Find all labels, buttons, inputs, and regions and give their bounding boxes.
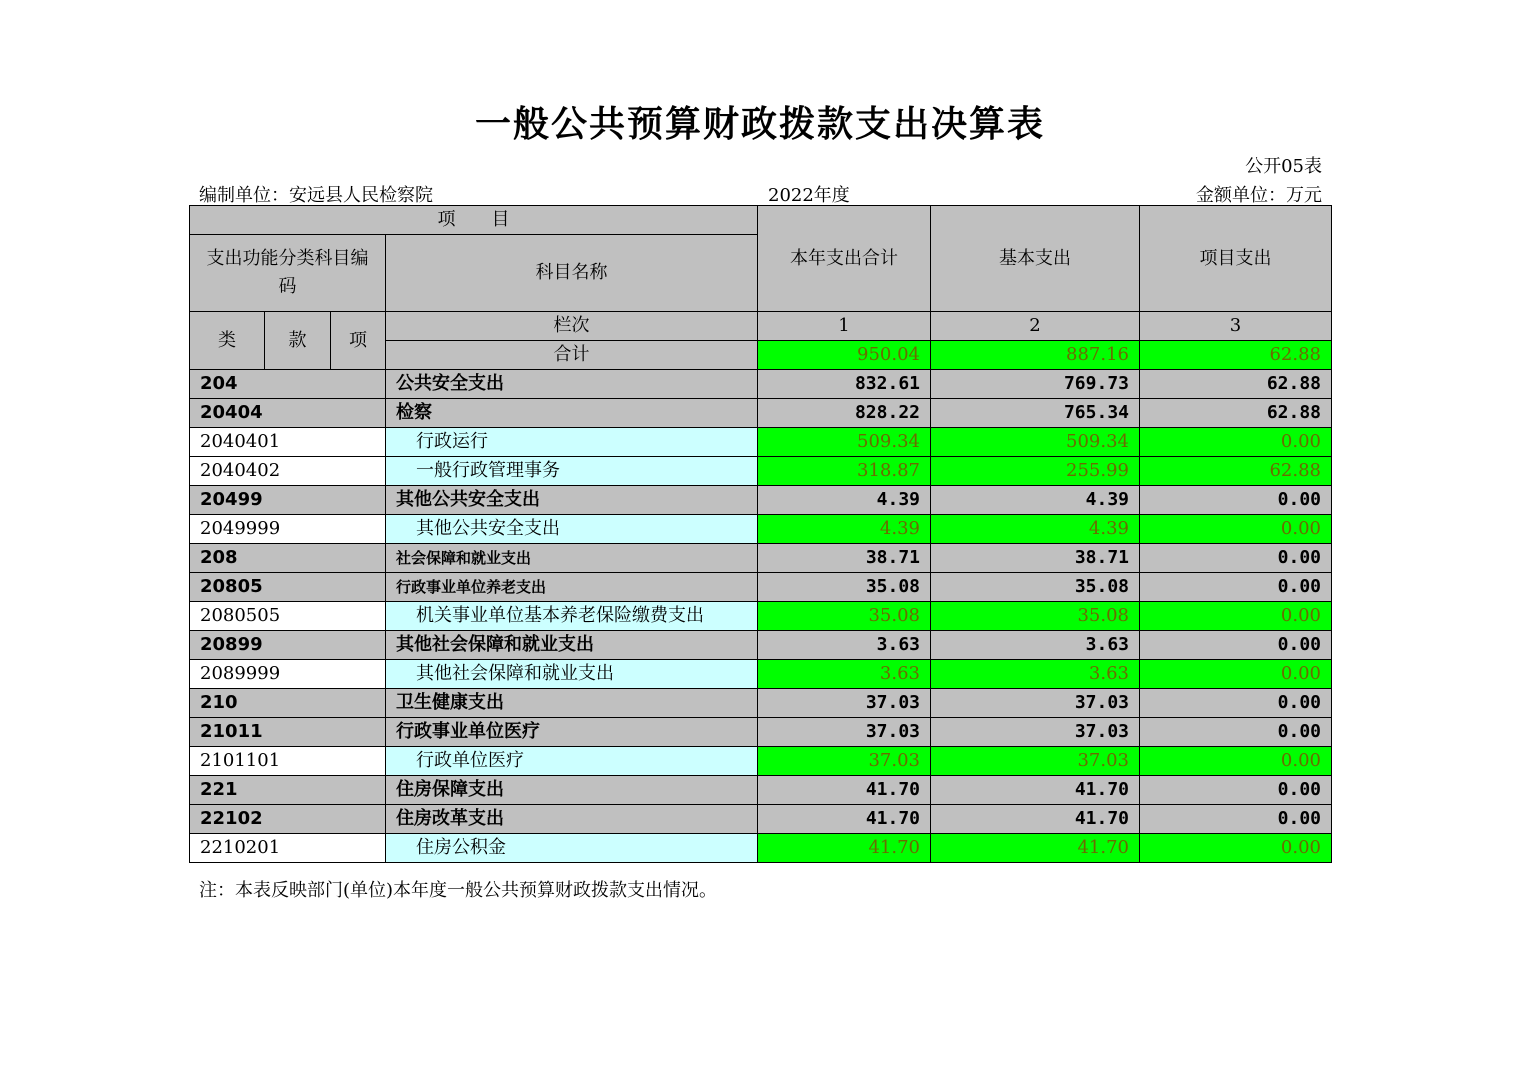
row-code: 2040401 [190,428,386,457]
row-total: 4.39 [758,486,931,515]
sum-project: 62.88 [1140,341,1332,370]
row-code: 2049999 [190,515,386,544]
row-basic: 35.08 [931,602,1140,631]
row-project: 0.00 [1140,515,1332,544]
row-subject-name: 社会保障和就业支出 [386,544,758,573]
table-row [190,486,1332,515]
row-basic: 41.70 [931,834,1140,863]
row-code: 20899 [190,631,386,660]
header-project: 项目支出 [1140,206,1332,312]
row-basic: 4.39 [931,515,1140,544]
row-total: 3.63 [758,660,931,689]
row-total: 38.71 [758,544,931,573]
row-total: 4.39 [758,515,931,544]
table-row [190,805,1332,834]
header-item: 项 目 [190,206,758,235]
row-project: 0.00 [1140,631,1332,660]
row-project: 0.00 [1140,428,1332,457]
row-total: 41.70 [758,776,931,805]
row-total: 3.63 [758,631,931,660]
row-code: 20404 [190,399,386,428]
table-row [190,718,1332,747]
row-subject-name: 其他社会保障和就业支出 [386,660,758,689]
header-col3: 3 [1140,312,1332,341]
table-row [190,573,1332,602]
row-project: 0.00 [1140,660,1332,689]
row-subject-name: 行政运行 [386,428,758,457]
sum-basic: 887.16 [931,341,1140,370]
row-total: 37.03 [758,689,931,718]
row-total: 318.87 [758,457,931,486]
row-subject-name: 住房保障支出 [386,776,758,805]
row-project: 62.88 [1140,399,1332,428]
row-code: 2040402 [190,457,386,486]
row-project: 0.00 [1140,805,1332,834]
table-row [190,834,1332,863]
row-project: 0.00 [1140,689,1332,718]
row-project: 62.88 [1140,457,1332,486]
table-note: 注：本表反映部门(单位)本年度一般公共预算财政拨款支出情况。 [199,880,718,901]
row-project: 0.00 [1140,544,1332,573]
header-col1: 1 [758,312,931,341]
row-code: 21011 [190,718,386,747]
row-basic: 37.03 [931,747,1140,776]
row-total: 828.22 [758,399,931,428]
row-basic: 37.03 [931,689,1140,718]
row-subject-name: 一般行政管理事务 [386,457,758,486]
table-row [190,631,1332,660]
row-project: 0.00 [1140,776,1332,805]
row-code: 20499 [190,486,386,515]
row-total: 35.08 [758,602,931,631]
row-basic: 769.73 [931,370,1140,399]
row-total: 41.70 [758,834,931,863]
form-number: 公开05表 [1245,156,1322,177]
row-project: 62.88 [1140,370,1332,399]
row-subject-name: 行政单位医疗 [386,747,758,776]
row-total: 832.61 [758,370,931,399]
row-subject-name: 其他公共安全支出 [386,515,758,544]
row-project: 0.00 [1140,834,1332,863]
table-row [190,660,1332,689]
table-row [190,747,1332,776]
row-basic: 38.71 [931,544,1140,573]
table-row [190,544,1332,573]
money-unit: 金额单位：万元 [1196,185,1322,206]
row-basic: 4.39 [931,486,1140,515]
row-subject-name: 机关事业单位基本养老保险缴费支出 [386,602,758,631]
header-xiang: 项 [331,312,386,370]
fiscal-year: 2022年度 [768,185,850,206]
row-basic: 35.08 [931,573,1140,602]
header-col2: 2 [931,312,1140,341]
row-subject-name: 住房公积金 [386,834,758,863]
row-code: 2210201 [190,834,386,863]
row-total: 37.03 [758,718,931,747]
row-subject-name: 住房改革支出 [386,805,758,834]
row-project: 0.00 [1140,718,1332,747]
compiling-unit: 编制单位：安远县人民检察院 [199,185,433,206]
row-code: 208 [190,544,386,573]
row-code: 2089999 [190,660,386,689]
row-subject-name: 公共安全支出 [386,370,758,399]
header-subject-name: 科目名称 [386,235,758,312]
row-subject-name: 行政事业单位养老支出 [386,573,758,602]
row-basic: 41.70 [931,805,1140,834]
row-total: 41.70 [758,805,931,834]
table-row [190,399,1332,428]
table-row [190,776,1332,805]
row-project: 0.00 [1140,486,1332,515]
row-total: 35.08 [758,573,931,602]
row-subject-name: 其他社会保障和就业支出 [386,631,758,660]
row-code: 2101101 [190,747,386,776]
row-subject-name: 其他公共安全支出 [386,486,758,515]
row-basic: 765.34 [931,399,1140,428]
row-total: 509.34 [758,428,931,457]
header-column-no: 栏次 [386,312,758,341]
row-project: 0.00 [1140,747,1332,776]
table-row [190,689,1332,718]
sum-total: 950.04 [758,341,931,370]
row-basic: 509.34 [931,428,1140,457]
table-row [190,457,1332,486]
row-total: 37.03 [758,747,931,776]
row-basic: 37.03 [931,718,1140,747]
row-project: 0.00 [1140,602,1332,631]
row-basic: 3.63 [931,631,1140,660]
row-subject-name: 行政事业单位医疗 [386,718,758,747]
row-code: 221 [190,776,386,805]
row-code: 22102 [190,805,386,834]
header-lei: 类 [190,312,265,370]
row-code: 204 [190,370,386,399]
header-basic: 基本支出 [931,206,1140,312]
table-row [190,370,1332,399]
budget-table [189,205,1332,863]
row-subject-name: 卫生健康支出 [386,689,758,718]
row-project: 0.00 [1140,573,1332,602]
table-row [190,515,1332,544]
header-kuan: 款 [265,312,331,370]
page-title: 一般公共预算财政拨款支出决算表 [474,104,1045,145]
row-basic: 3.63 [931,660,1140,689]
table-row [190,428,1332,457]
row-basic: 41.70 [931,776,1140,805]
header-total: 本年支出合计 [758,206,931,312]
header-func-code: 支出功能分类科目编码 [190,235,386,312]
row-code: 210 [190,689,386,718]
row-subject-name: 检察 [386,399,758,428]
row-code: 2080505 [190,602,386,631]
sum-label: 合计 [386,341,758,370]
table-row [190,602,1332,631]
row-code: 20805 [190,573,386,602]
row-basic: 255.99 [931,457,1140,486]
